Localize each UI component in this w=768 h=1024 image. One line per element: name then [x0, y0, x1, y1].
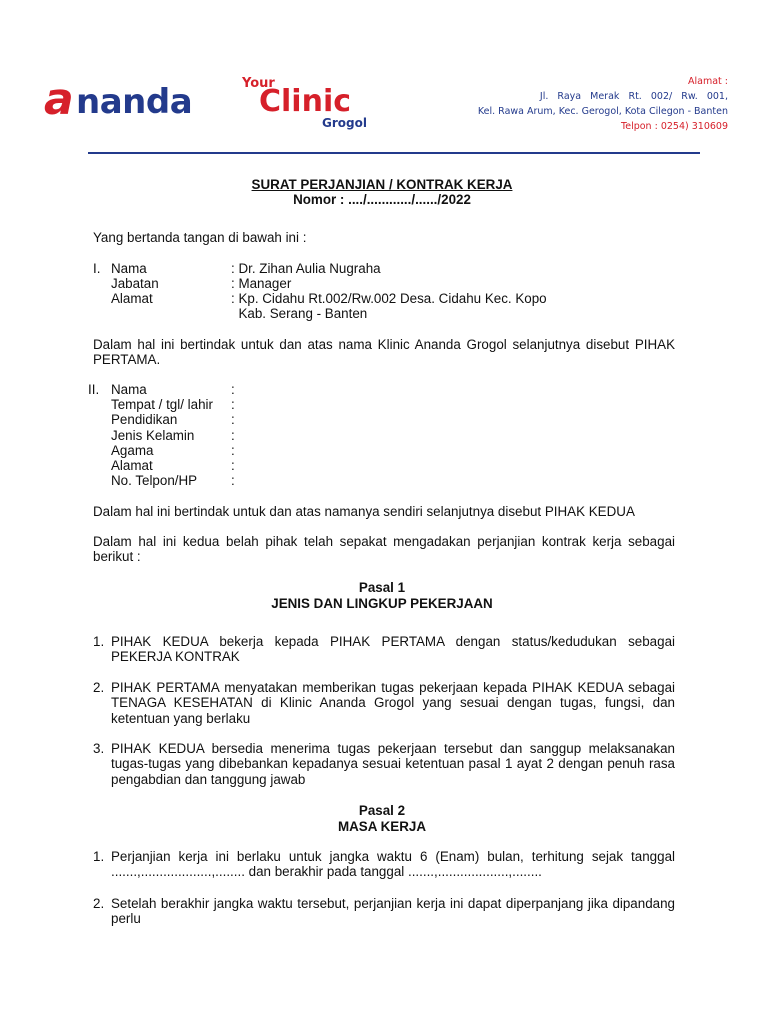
pasal1-item2-number: 2. — [93, 680, 105, 695]
pasal1-item1-number: 1. — [93, 634, 105, 649]
document-number: Nomor : ..../............/....../2022 — [293, 192, 471, 207]
party1-value-address-line2: Kab. Serang - Banten — [231, 306, 368, 321]
address-line-2: Kel. Rawa Arum, Kec. Gerogol, Kota Cilegon - Banten — [477, 106, 728, 117]
clinic-phone: Telpon : 0254) 310609 — [621, 121, 728, 132]
pasal1-item2-text: PIHAK PERTAMA menyatakan memberikan tugas pekerjaan kepada PIHAK KEDUA sebagai TENAGA KESEHATAN di Klinic Ananda Grogol yang sesuai dengan tugas, fungsi, dan ketentuan yang berlaku — [111, 680, 675, 726]
pasal1-heading: Pasal 1 — [358, 580, 406, 595]
pasal2-item2-number: 2. — [93, 896, 105, 911]
party2-colon-birth: : — [231, 397, 235, 412]
party2-colon-gender: : — [231, 428, 235, 443]
address-line-1: Jl. Raya Merak Rt. 002/ Rw. 001, — [539, 91, 728, 102]
party2-colon-name: : — [231, 382, 235, 397]
logo-clinic-text: Clinic — [259, 84, 352, 119]
party2-colon-education: : — [231, 412, 235, 427]
party2-colon-religion: : — [231, 443, 235, 458]
logo-nanda-text: nanda — [76, 82, 193, 122]
pasal1-item1-text: PIHAK KEDUA bekerja kepada PIHAK PERTAMA dengan status/kedudukan sebagai PEKERJA KONTRAK — [111, 634, 675, 665]
logo-grogol-text: Grogol — [322, 116, 367, 130]
party1-value-name: : Dr. Zihan Aulia Nugraha — [231, 261, 381, 276]
pasal2-item2-text: Setelah berakhir jangka waktu tersebut, perjanjian kerja ini dapat diperpanjang jika dipandang perlu — [111, 896, 675, 927]
party1-statement: Dalam hal ini bertindak untuk dan atas nama Klinic Ananda Grogol selanjutnya disebut PIHAK PERTAMA. — [93, 337, 675, 368]
party1-label-name: Nama — [111, 261, 147, 276]
party2-label-name: Nama — [111, 382, 147, 397]
party2-colon-address: : — [231, 458, 235, 473]
party1-label-address: Alamat — [111, 291, 153, 306]
party1-numeral: I. — [93, 261, 101, 276]
party2-label-phone: No. Telpon/HP — [111, 473, 198, 488]
intro-text: Yang bertanda tangan di bawah ini : — [93, 230, 307, 245]
party2-statement: Dalam hal ini bertindak untuk dan atas namanya sendiri selanjutnya disebut PIHAK KEDUA — [93, 504, 635, 519]
pasal2-heading: Pasal 2 — [358, 803, 406, 818]
pasal1-item3-number: 3. — [93, 741, 105, 756]
pasal2-subheading: MASA KERJA — [337, 819, 427, 834]
clinic-address-block — [468, 74, 728, 134]
agreement-text: Dalam hal ini kedua belah pihak telah sepakat mengadakan perjanjian kontrak kerja sebagai berikut : — [93, 534, 675, 565]
party1-value-address: : Kp. Cidahu Rt.002/Rw.002 Desa. Cidahu Kec. Kopo — [231, 291, 547, 306]
logo-your-text: Your — [242, 76, 275, 91]
pasal2-item1-text: Perjanjian kerja ini berlaku untuk jangka waktu 6 (Enam) bulan, terhitung sejak tanggal .......,...................,........ dan berakhir pada tanggal .......,...................,........ — [111, 849, 675, 880]
party2-label-education: Pendidikan — [111, 412, 178, 427]
pasal1-item3-text: PIHAK KEDUA bersedia menerima tugas pekerjaan tersebut dan sanggup melaksanakan tugas-tugas yang dibebankan kepadanya sesuai ketentuan pasal 1 ayat 2 dengan penuh rasa pengabdian dan tanggung jawab — [111, 741, 675, 787]
address-label: Alamat : — [688, 76, 728, 87]
pasal2-item1-number: 1. — [93, 849, 105, 864]
clinic-logo — [44, 74, 384, 140]
party1-label-position: Jabatan — [111, 276, 159, 291]
party2-label-religion: Agama — [111, 443, 154, 458]
party2-numeral: II. — [88, 382, 100, 397]
logo-swoosh-a: a — [44, 74, 74, 125]
party2-label-birth: Tempat / tgl/ lahir — [111, 397, 213, 412]
pasal1-subheading: JENIS DAN LINGKUP PEKERJAAN — [271, 596, 493, 611]
party2-label-gender: Jenis Kelamin — [111, 428, 195, 443]
party1-value-position: : Manager — [231, 276, 292, 291]
document-title: SURAT PERJANJIAN / KONTRAK KERJA — [251, 177, 513, 192]
letterhead-divider — [88, 152, 700, 154]
party2-colon-phone: : — [231, 473, 235, 488]
party2-label-address: Alamat — [111, 458, 153, 473]
